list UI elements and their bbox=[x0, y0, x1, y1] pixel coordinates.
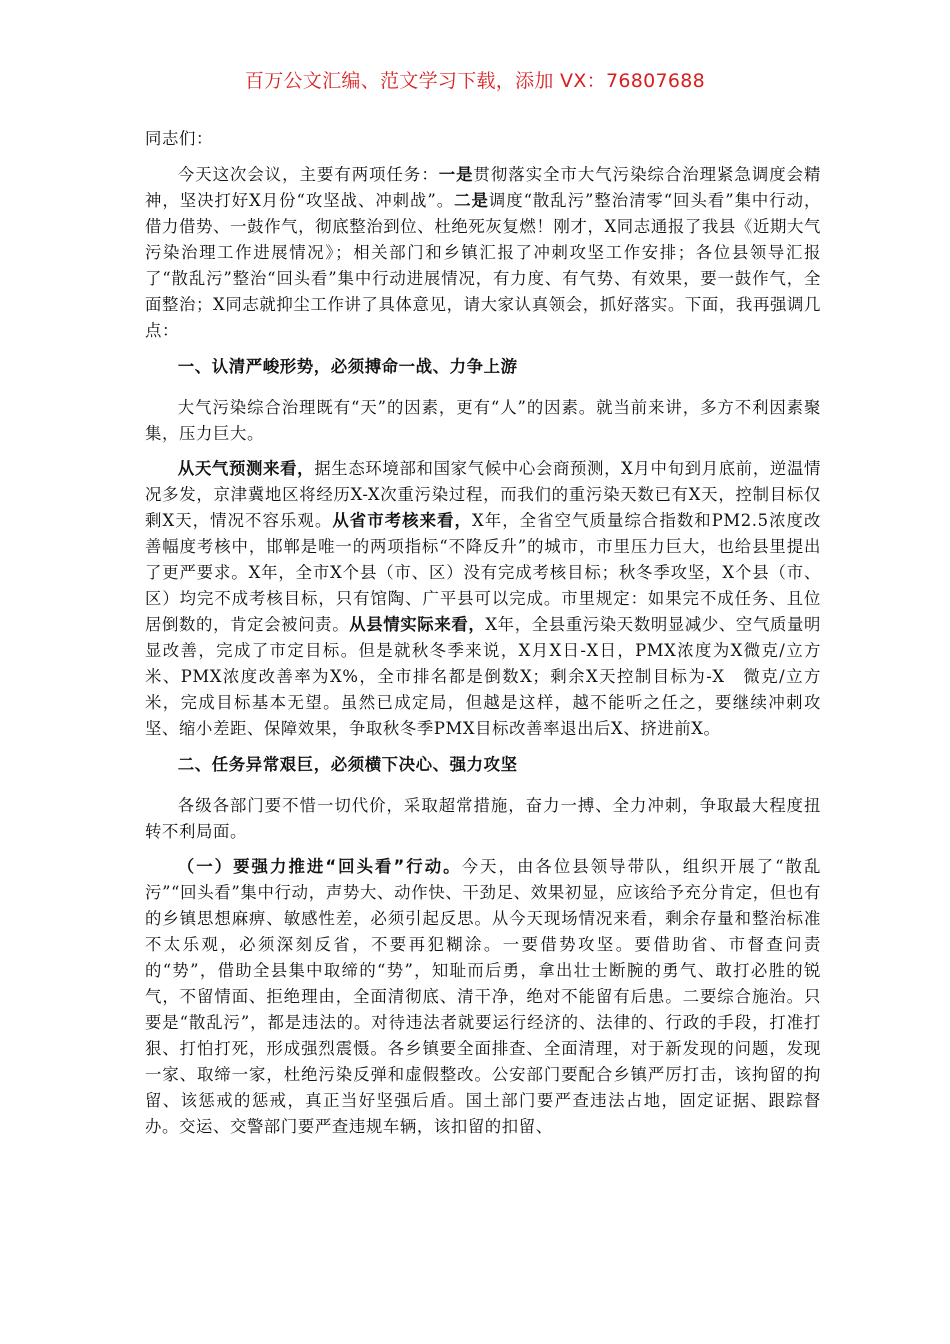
paragraph-tasks: 各级各部门要不惜一切代价，采取超常措施，奋力一搏、全力冲刺，争取最大程度扭转不利局面。 bbox=[145, 796, 821, 841]
paragraph-situation: 大气污染综合治理既有“天”的因素，更有“人”的因素。就当前来讲，多方不利因素聚集，压力巨大。 bbox=[145, 398, 821, 443]
ad-banner: 百万公文汇编、范文学习下载，添加 VX：76807688 bbox=[244, 70, 706, 92]
paragraph-intro: 今天这次会议，主要有两项任务：一是贯彻落实全市大气污染综合治理紧急调度会精神，坚决打好X月份“攻坚战、冲刺战”。二是调度“散乱污”整治清零“回头看”集中行动，借力借势、一鼓作气，彻底整治到位、杜绝死灰复燃！刚才，X同志通报了我县《近期大气污染治理工作进展情况》；相关部门和乡镇汇报了冲刺攻坚工作安排；各位县领导汇报了“散乱污”整治“回头看”集中行动进展情况，有力度、有气势、有效果，要一鼓作气，全面整治；X同志就抑尘工作讲了具体意见，请大家认真领会，抓好落实。下面，我再强调几点： bbox=[145, 165, 822, 340]
document-body bbox=[145, 126, 821, 1149]
paragraph-analysis: 从天气预测来看，据生态环境部和国家气候中心会商预测，X月中旬到月底前，逆温情况多发，京津冀地区将经历X-X次重污染过程，而我们的重污染天数已有X天，控制目标仅剩X天，情况不容乐观。从省市考核来看，X年，全省空气质量综合指数和PM2.5浓度改善幅度考核中，邯郸是唯一的两项指标“不降反升”的城市，市里压力巨大，也给县里提出了更严要求。X年，全市X个县（市、区）没有完成考核目标；秋冬季攻坚，X个县（市、区）均完不成考核目标，只有馆陶、广平县可以完成。市里规定：如果完不成任务、且位居倒数的，肯定会被问责。从县情实际来看，X年，全县重污染天数明显减少、空气质量明显改善，完成了市定目标。但是就秋冬季来说，X月X日-X日，PMX浓度为X微克/立方米、PMX浓度改善率为X%，全市排名都是倒数X；剩余X天控制目标为-X 微克/立方米，完成目标基本无望。虽然已成定局，但越是这样，越不能听之任之，要继续冲刺攻坚、缩小差距、保障效果，争取秋冬季PMX目标改善率退出后X、挤进前X。 bbox=[145, 459, 821, 738]
section-heading-1: 一、认清严峻形势，必须搏命一战、力争上游 bbox=[177, 357, 518, 376]
salutation: 同志们： bbox=[145, 129, 213, 148]
section-heading-2: 二、任务异常艰巨，必须横下决心、强力攻坚 bbox=[177, 755, 518, 774]
paragraph-review-action: （一）要强力推进“回头看”行动。今天，由各位县领导带队，组织开展了“散乱污”“回头看”集中行动，声势大、动作快、干劲足、效果初显，应该给予充分肯定，但也有的乡镇思想麻痹、敏感性差，必须引起反思。从今天现场情况来看，剩余存量和整治标准不太乐观，必须深刻反省，不要再犯糊涂。一要借势攻坚。要借助省、市督查问责的“势”，借助全县集中取缔的“势”，知耻而后勇，拿出壮士断腕的勇气、敢打必胜的锐气，不留情面、拒绝理由，全面清彻底、清干净，绝对不能留有后患。二要综合施治。只要是“散乱污”，都是违法的。对待违法者就要运行经济的、法律的、行政的手段，打准打狠、打怕打死，形成强烈震慑。各乡镇要全面排查、全面清理，对于新发现的问题，发现一家、取缔一家，杜绝污染反弹和虚假整改。公安部门要配合乡镇严厉打击，该拘留的拘留、该惩戒的惩戒，真正当好坚强后盾。国土部门要严查违法占地，固定证据、跟踪督办。交运、交警部门要严查违规车辆，该扣留的扣留、 bbox=[145, 857, 821, 1136]
